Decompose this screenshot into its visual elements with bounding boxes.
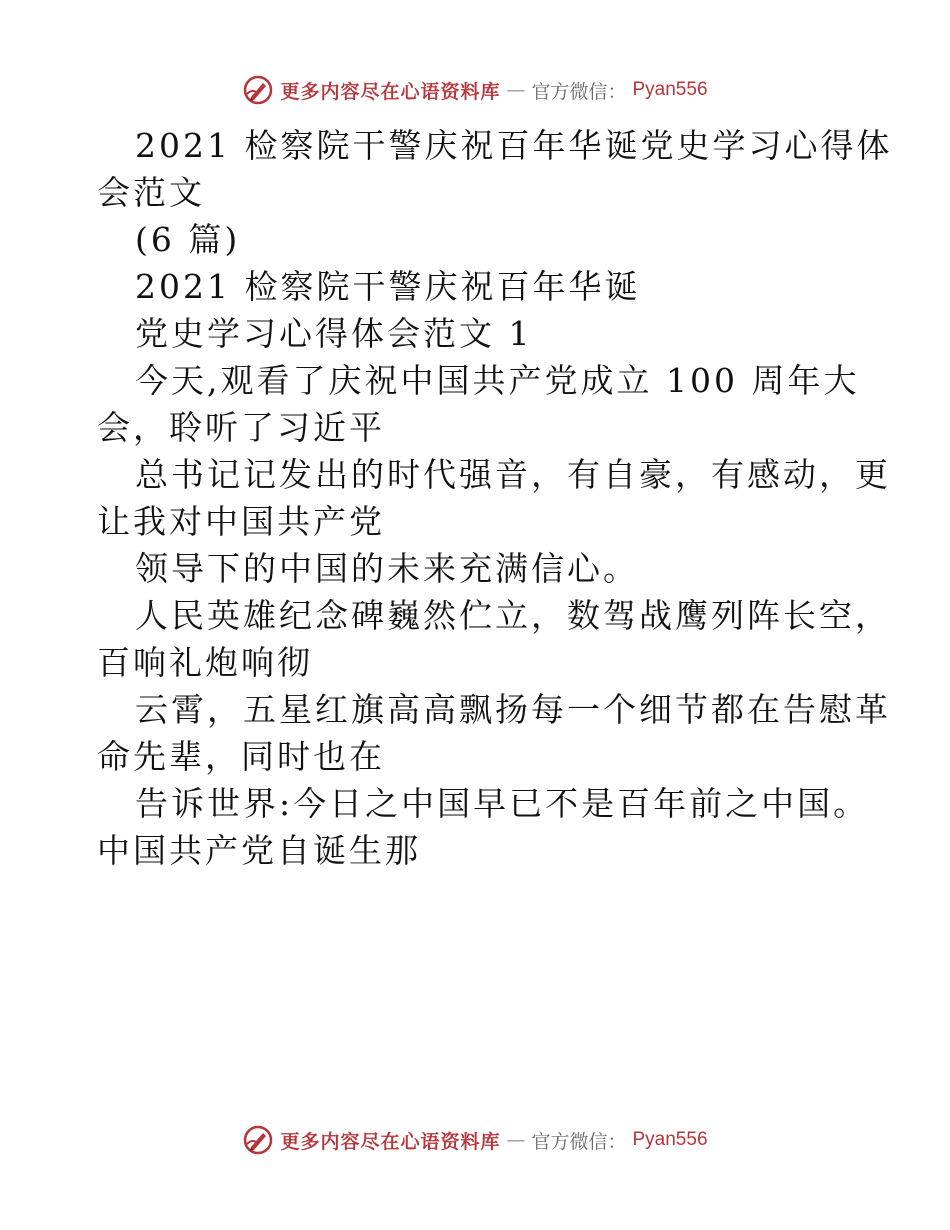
paragraph-line: 让我对中国共产党 <box>97 502 385 541</box>
paragraph-line: 告诉世界:今日之中国早已不是百年前之中国。 <box>135 784 870 823</box>
banner-message: 更多内容尽在心语资料库 <box>280 80 501 103</box>
banner-separator: — <box>506 79 526 101</box>
paragraph-line: 命先辈，同时也在 <box>97 737 385 776</box>
banner-message: 更多内容尽在心语资料库 <box>280 1130 501 1153</box>
document-body <box>97 122 893 874</box>
doc-title-count: (6 篇) <box>135 220 241 259</box>
header-banner <box>0 70 950 110</box>
paragraph-line: 总书记记发出的时代强音，有自豪，有感动，更 <box>135 455 891 494</box>
section-heading-line-1: 2021 检察院干警庆祝百年华诞 <box>135 267 641 306</box>
banner-wechat-id: Pyan556 <box>632 79 708 100</box>
pen-logo-icon <box>242 1124 274 1156</box>
section-heading-line-2: 党史学习心得体会范文 1 <box>135 314 533 353</box>
paragraph-line: 人民英雄纪念碑巍然伫立，数驾战鹰列阵长空， <box>135 596 891 635</box>
banner-wechat-label: 官方微信： <box>531 80 627 103</box>
doc-title-line-2: 会范文 <box>97 173 205 212</box>
paragraph-line: 会，聆听了习近平 <box>97 408 385 447</box>
paragraph-line: 云霄，五星红旗高高飘扬每一个细节都在告慰革 <box>135 690 891 729</box>
paragraph-line: 今天,观看了庆祝中国共产党成立 100 周年大 <box>135 361 860 400</box>
doc-title-line-1: 2021 检察院干警庆祝百年华诞党史学习心得体 <box>135 126 893 165</box>
paragraph-line: 中国共产党自诞生那 <box>97 831 421 870</box>
banner-wechat-id: Pyan556 <box>632 1129 708 1150</box>
paragraph-line: 百响礼炮响彻 <box>97 643 313 682</box>
banner-wechat-label: 官方微信： <box>531 1130 627 1153</box>
paragraph-line: 领导下的中国的未来充满信心。 <box>135 549 639 588</box>
pen-logo-icon <box>242 74 274 106</box>
banner-separator: — <box>506 1129 526 1151</box>
footer-banner <box>0 1120 950 1160</box>
